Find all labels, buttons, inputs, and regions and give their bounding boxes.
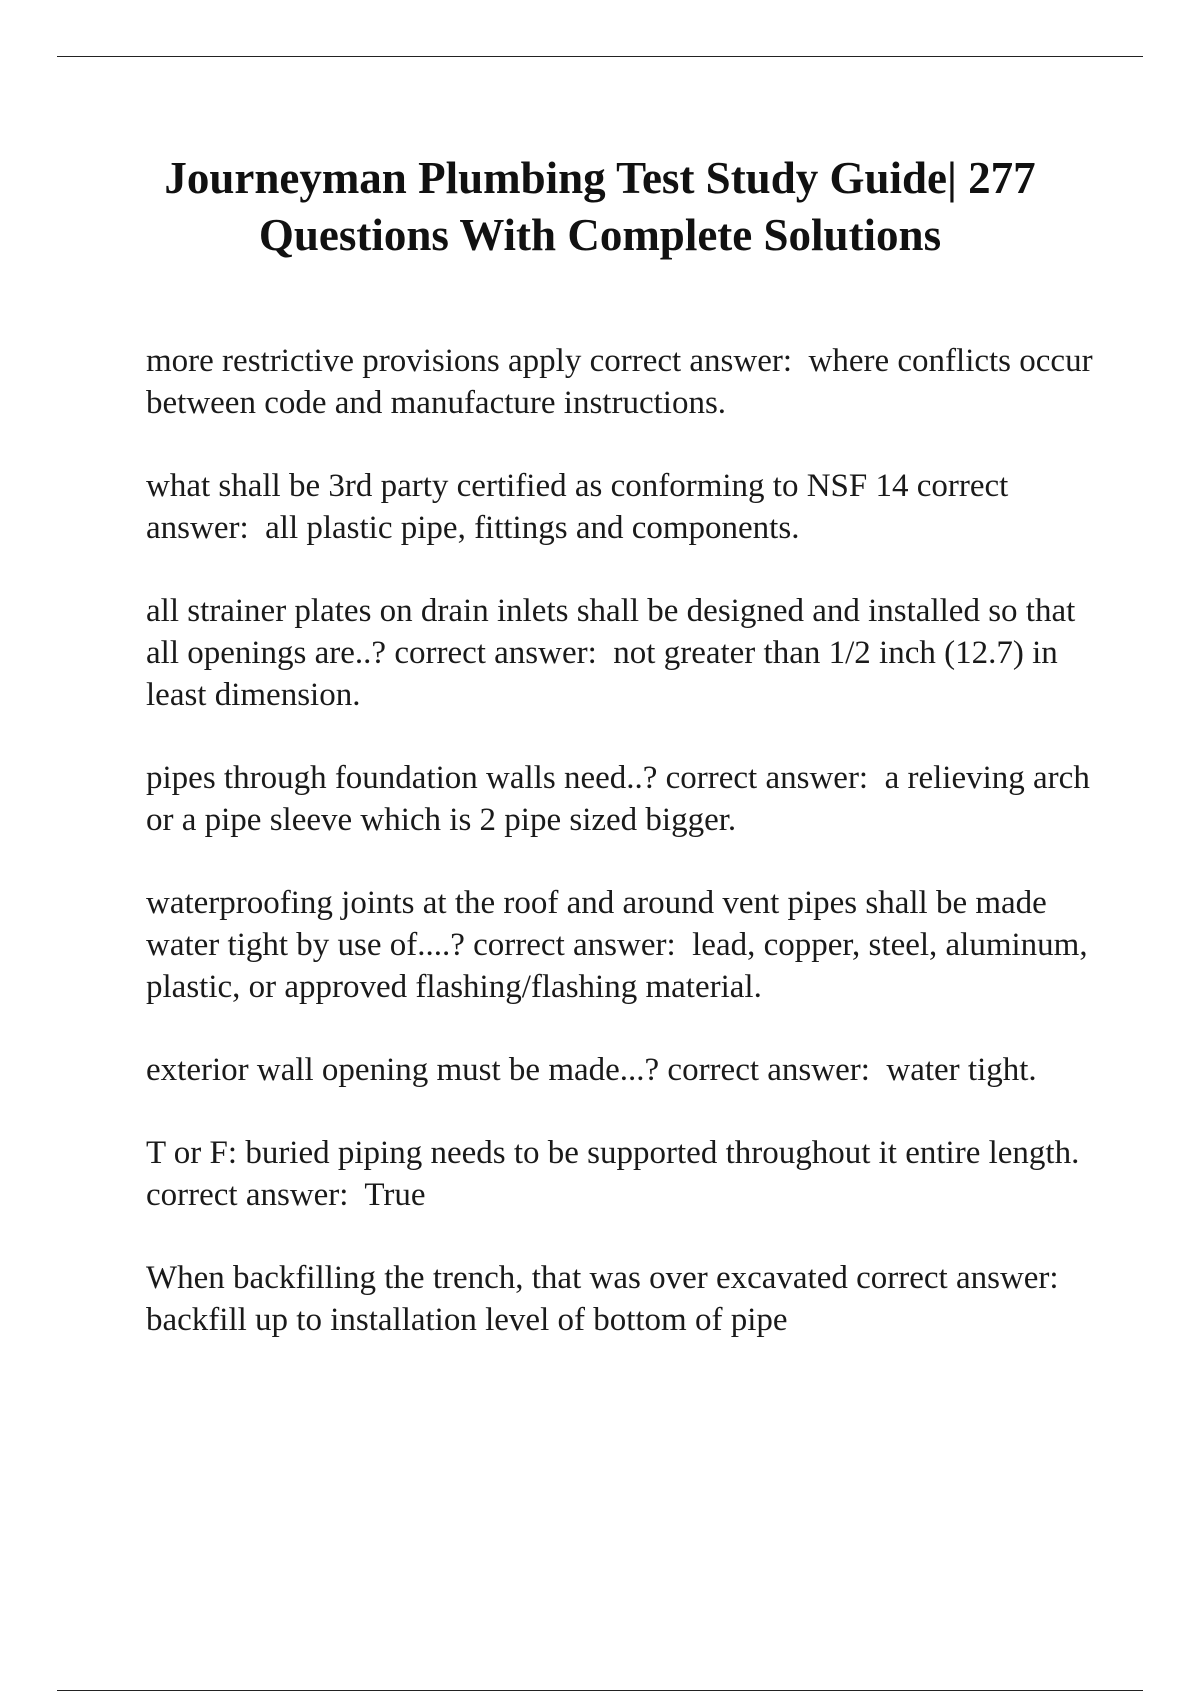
- question-item: exterior wall opening must be made...? correct answer: water tight.: [146, 1052, 1037, 1088]
- document-title: Journeyman Plumbing Test Study Guide| 277 Questions With Complete Solutions: [164, 153, 1036, 260]
- bottom-rule: [57, 1690, 1143, 1691]
- question-list: [146, 340, 1106, 1382]
- question-item: pipes through foundation walls need..? correct answer: a relieving arch or a pipe sleeve which is 2 pipe sized bigger.: [146, 760, 1099, 838]
- question-item: T or F: buried piping needs to be supported throughout it entire length. correct answer: True: [146, 1135, 1088, 1213]
- question-item: all strainer plates on drain inlets shall be designed and installed so that all openings are..? correct answer: not greater than 1/2 inch (12.7) in least dimension.: [146, 593, 1084, 713]
- top-rule: [57, 56, 1143, 57]
- question-item: what shall be 3rd party certified as conforming to NSF 14 correct answer: all plastic pipe, fittings and components.: [146, 468, 1017, 546]
- question-item: When backfilling the trench, that was over excavated correct answer: backfill up to installation level of bottom of pipe: [146, 1260, 1076, 1338]
- question-item: waterproofing joints at the roof and around vent pipes shall be made water tight by use of....? correct answer: lead, copper, steel, aluminum, plastic, or approved flashing/flashing material.: [146, 885, 1096, 1005]
- question-item: more restrictive provisions apply correct answer: where conflicts occur between code and manufacture instructions.: [146, 343, 1101, 421]
